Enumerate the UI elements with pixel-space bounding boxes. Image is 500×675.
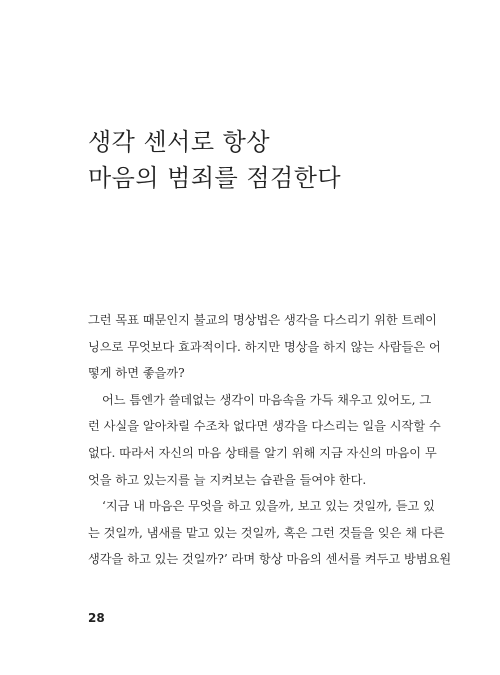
body-line: 떻게 하면 좋을까? (88, 366, 185, 381)
chapter-title-line: 마음의 범죄를 점검한다 (88, 164, 342, 192)
body-line: 어느 틈엔가 쓸데없는 생각이 마음속을 가득 채우고 있어도, 그 (102, 392, 432, 407)
body-line: 생각을 하고 있는 것일까?’ 라며 항상 마음의 센서를 켜두고 방범요원 (88, 552, 452, 567)
chapter-title (88, 124, 448, 196)
body-line: 그런 목표 때문인지 불교의 명상법은 생각을 다스리기 위한 트레이 (88, 313, 437, 327)
chapter-title-line: 생각 센서로 항상 (88, 128, 271, 156)
body-line: ‘지금 내 마음은 무엇을 하고 있을까, 보고 있는 것일까, 듣고 있 (102, 499, 435, 514)
body-line: 런 사실을 알아차릴 수조차 없다면 생각을 다스리는 일을 시작할 수 (88, 419, 441, 434)
body-line: 는 것일까, 냄새를 맡고 있는 것일까, 혹은 그런 것들을 잊은 채 다른 (88, 525, 445, 540)
body-text (88, 307, 452, 573)
body-line: 엇을 하고 있는지를 늘 지켜보는 습관을 들여야 한다. (88, 472, 367, 487)
body-line: 없다. 따라서 자신의 마음 상태를 알기 위해 지금 자신의 마음이 무 (88, 445, 437, 460)
page-number: 28 (88, 611, 105, 625)
body-line: 닝으로 무엇보다 효과적이다. 하지만 명상을 하지 않는 사람들은 어 (88, 339, 441, 354)
